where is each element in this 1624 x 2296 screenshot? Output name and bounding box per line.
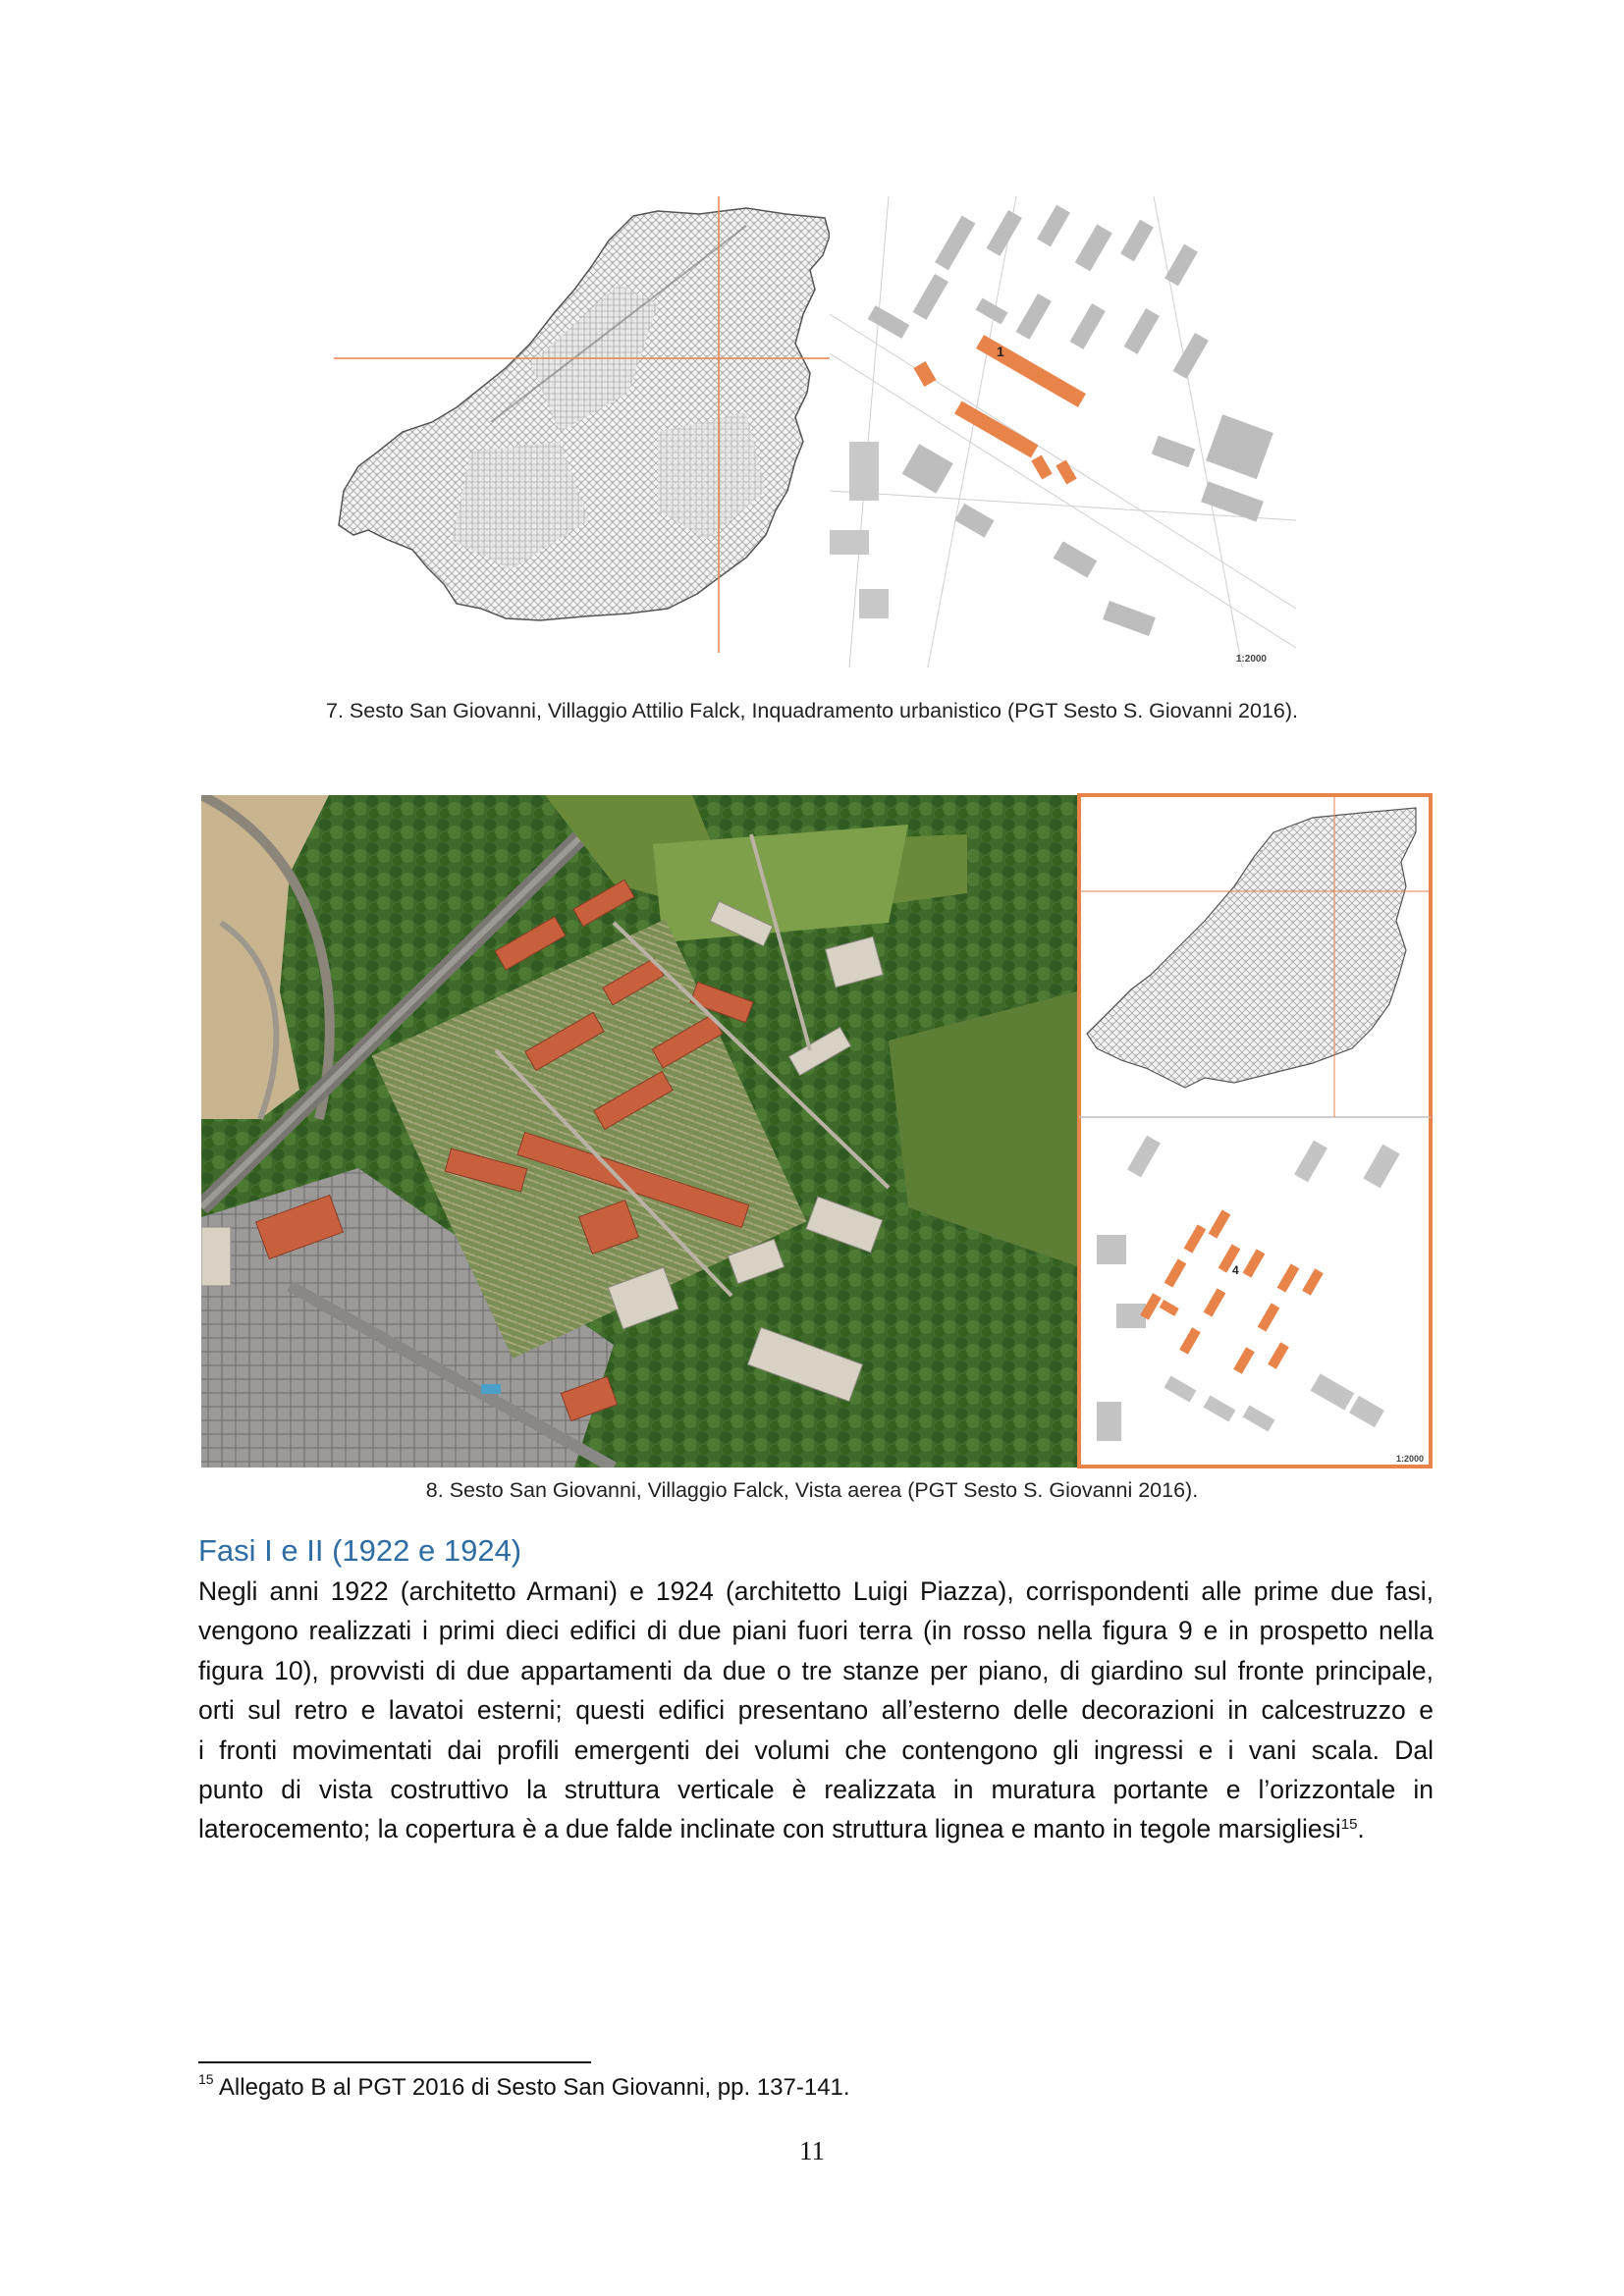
footnote-text: Allegato B al PGT 2016 di Sesto San Giovanni, pp. 137-141. [218, 2074, 850, 2101]
fig8-map-number: 4 [1232, 1263, 1239, 1277]
fig8-scale-label: 1:2000 [1395, 1454, 1424, 1464]
fig8-map-inset [1077, 793, 1433, 1468]
body-line: i fronti movimentati dai profili emergenti dei volumi che contengono gli ingressi e i vani scala. Dal [198, 1735, 1434, 1765]
footnote-number: 15 [198, 2071, 214, 2087]
body-last-line [198, 1809, 1434, 1848]
footnote [198, 2071, 850, 2102]
fig8-aerial-photo [201, 795, 1077, 1468]
final-period: . [1357, 1814, 1365, 1844]
body-paragraph [198, 1572, 1434, 1849]
body-line: figura 10), provvisti di due appartamenti da due o tre stanze per piano, di giardino sul fronte principale, [198, 1655, 1434, 1685]
figure-7-caption: 7. Sesto San Giovanni, Villaggio Attilio Falck, Inquadramento urbanistico (PGT Sesto S. Giovanni 2016). [326, 699, 1298, 722]
fig7-municipal-map [334, 196, 830, 653]
fig7-detail-plan [830, 196, 1296, 667]
section-heading: Fasi I e II (1922 e 1924) [198, 1533, 522, 1568]
body-line: Negli anni 1922 (architetto Armani) e 1924 (architetto Luigi Piazza), corrispondenti alle prime due fasi, [198, 1576, 1434, 1606]
body-line: laterocemento; la copertura è a due falde inclinate con struttura lignea e manto in tegole marsigliesi [198, 1814, 1341, 1844]
body-line: orti sul retro e lavatoi esterni; questi edifici presentano all’esterno delle decorazioni in calcestruzzo e [198, 1695, 1434, 1726]
fig7-map-number: 1 [997, 344, 1004, 359]
page-number: 11 [799, 2136, 825, 2165]
fig7-scale-label: 1:2000 [1235, 654, 1267, 665]
body-line: vengono realizzati i primi dieci edifici di due piani fuori terra (in rosso nella figura 9 e in prospetto nella [198, 1616, 1434, 1646]
figure-8-caption: 8. Sesto San Giovanni, Villaggio Falck, Vista aerea (PGT Sesto S. Giovanni 2016). [425, 1478, 1199, 1502]
footnote-separator [198, 2061, 591, 2063]
footnote-reference[interactable]: 15 [1340, 1816, 1358, 1834]
body-line: punto di vista costruttivo la struttura verticale è realizzata in muratura portante e l’orizzontale in [198, 1774, 1434, 1804]
